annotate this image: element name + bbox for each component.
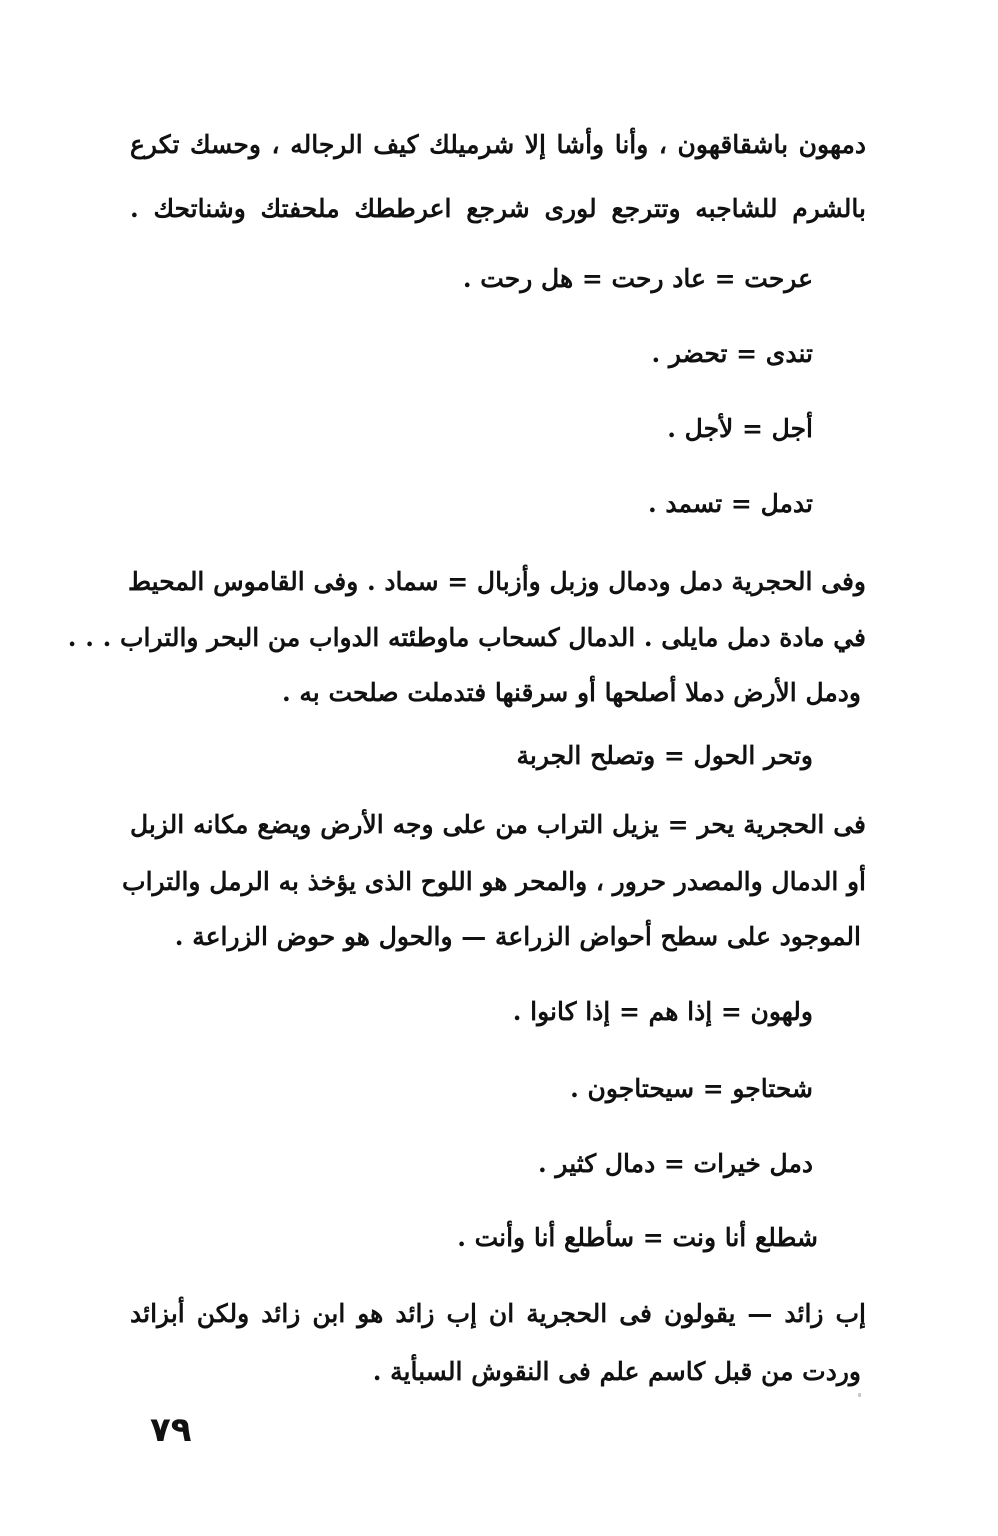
gloss-entry: أجل = لأجل . bbox=[667, 414, 813, 443]
text-line: وردت من قبل كاسم علم فى النقوش السبأية . bbox=[372, 1357, 861, 1386]
gloss-entry: عرحت = عاد رحت = هل رحت . bbox=[462, 264, 813, 293]
gloss-entry: شحتاجو = سيحتاجون . bbox=[570, 1074, 813, 1103]
page-number: ٧٩ bbox=[150, 1410, 192, 1450]
text-line: بالشرم للشاجبه وتترجع لورى شرجع اعرططك ملحفتك وشناتحك . bbox=[130, 194, 866, 223]
text-line: أو الدمال والمصدر حرور ، والمحر هو اللوح الذى يؤخذ به الرمل والتراب bbox=[122, 867, 866, 896]
gloss-entry: تدمل = تسمد . bbox=[647, 489, 813, 518]
gloss-entry: ولهون = إذا هم = إذا كانوا . bbox=[512, 997, 813, 1026]
text-line: وفى الحجرية دمل ودمال وزبل وأزبال = سماد . وفى القاموس المحيط bbox=[127, 567, 866, 596]
text-line: في مادة دمل مايلى . الدمال كسحاب ماوطئته الدواب من البحر والتراب . . . bbox=[67, 623, 866, 652]
gloss-entry: تندى = تحضر . bbox=[651, 339, 813, 368]
scan-speck bbox=[858, 1393, 861, 1397]
text-line: ودمل الأرض دملا أصلحها أو سرقنها فتدملت صلحت به . bbox=[281, 678, 861, 707]
gloss-entry: شطلع أنا ونت = سأطلع أنا وأنت . bbox=[457, 1223, 818, 1252]
text-line: فى الحجرية يحر = يزيل التراب من على وجه الأرض ويضع مكانه الزبل bbox=[130, 810, 866, 839]
text-line: الموجود على سطح أحواض الزراعة — والحول هو حوض الزراعة . bbox=[174, 922, 861, 951]
text-line: دمهون باشقاقهون ، وأنا وأشا إلا شرميلك كيف الرجاله ، وحسك تكرع bbox=[130, 130, 866, 159]
gloss-entry: وتحر الحول = وتصلح الجربة bbox=[516, 741, 813, 770]
gloss-entry: دمل خيرات = دمال كثير . bbox=[538, 1149, 813, 1178]
text-line: إب زائد — يقولون فى الحجرية ان إب زائد هو ابن زائد ولكن أبزائد bbox=[130, 1299, 866, 1328]
